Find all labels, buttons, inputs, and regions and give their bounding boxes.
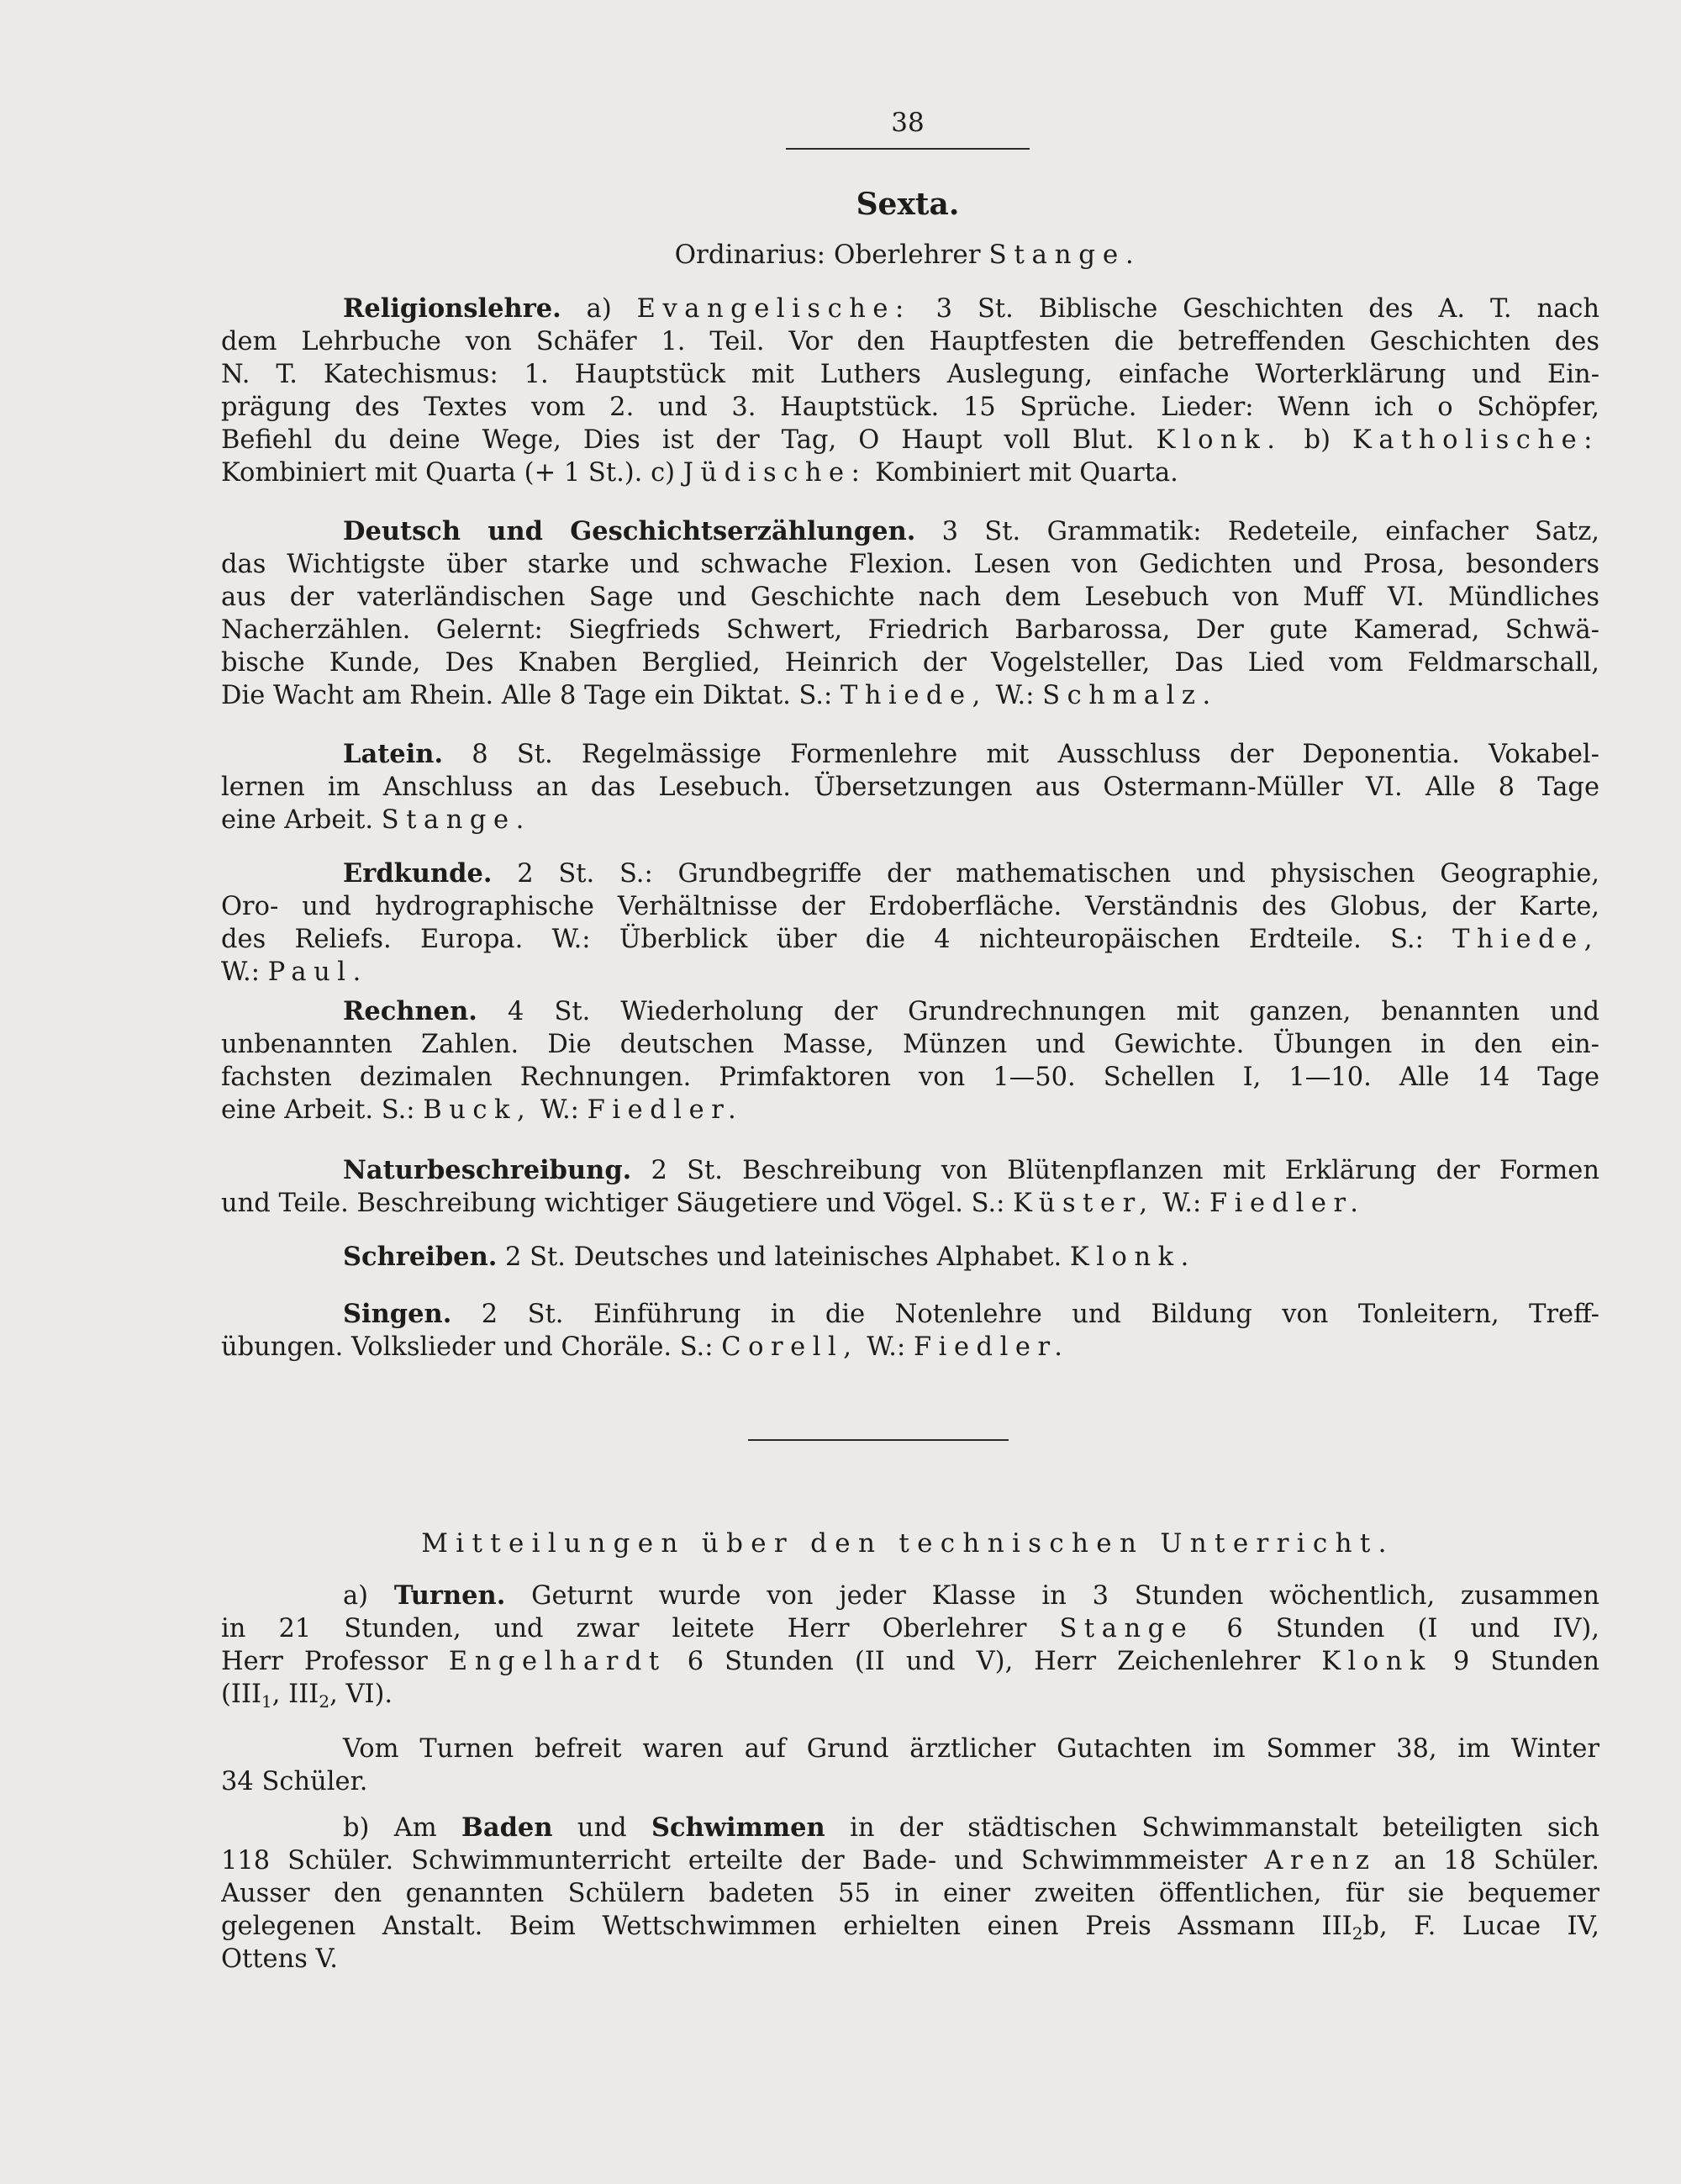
header-rule (786, 148, 1030, 150)
text-run: gelegenen Anstalt. Beim Wettschwimmen erhielten einen Preis Assmann III (221, 1912, 1352, 1941)
text-line: das Wichtigste über starke und schwache Flexion. Lesen von Gedichten und Prosa, besonders (221, 550, 1599, 579)
text-run: 3 St. Grammatik: Redeteile, einfacher Satz, (915, 517, 1599, 546)
subject-title: Rechnen. (343, 996, 477, 1026)
text-run: an 18 Schüler. (1376, 1846, 1599, 1875)
subject-title: Latein. (343, 739, 444, 769)
ordinarius-line (0, 240, 1681, 270)
text-line (221, 1094, 1599, 1126)
text-run: und Teile. Beschreibung wichtiger Säugetiere und Vögel. S.: (221, 1189, 1014, 1218)
subject-title: Naturbeschreibung. (343, 1155, 632, 1185)
text-line (221, 995, 1599, 1028)
text-run: a) (561, 294, 637, 324)
text-line (221, 515, 1599, 548)
text-line: bische Kunde, Des Knaben Berglied, Heinrich der Vogelsteller, Das Lied vom Feldmarschall, (221, 648, 1599, 678)
technical-baden (221, 1812, 1599, 1976)
text-run: Die Wacht am Rhein. Alle 8 Tage ein Diktat. S.: (221, 681, 840, 710)
subscript: 1 (261, 1691, 272, 1711)
text-line: 34 Schüler. (221, 1767, 368, 1796)
ordinarius-label: Ordinarius: Oberlehrer (674, 240, 981, 270)
subject-title: Singen. (343, 1299, 452, 1329)
text-line: prägung des Textes vom 2. und 3. Hauptstück. 15 Sprüche. Lieder: Wenn ich o Schöpfer, (221, 393, 1599, 422)
text-line (221, 1298, 1599, 1331)
text-run: 6 Stunden (I und IV), (1194, 1614, 1599, 1643)
text-run: Kombiniert mit Quarta (+ 1 St.). c) (221, 458, 683, 488)
teacher-name: Klonk. (1156, 425, 1283, 455)
text-line (221, 293, 1599, 325)
teacher-name: Küster, (1013, 1189, 1155, 1218)
text-line (221, 1645, 1599, 1678)
spaced-term: Katholische: (1352, 425, 1599, 455)
text-run: des Reliefs. Europa. W.: Überblick über die 4 nichteuropäischen Erdteile. S.: (221, 925, 1453, 954)
ordinarius-name: Stange. (988, 240, 1141, 270)
teacher-name: Arenz (1264, 1846, 1377, 1875)
teacher-name: Schmalz. (1042, 681, 1218, 710)
text-run: übungen. Volkslieder und Choräle. S.: (221, 1332, 722, 1362)
text-line (221, 1612, 1599, 1645)
subject-title: Schwimmen (651, 1812, 825, 1843)
text-run: W.: (532, 1095, 588, 1125)
subject-religionslehre (221, 293, 1599, 489)
text-run: Geturnt wurde von jeder Klasse in 3 Stunden wöchentlich, zusammen (505, 1581, 1599, 1611)
text-line: Nacherzählen. Gelernt: Siegfrieds Schwert, Friedrich Barbarossa, Der gute Kamerad, Schwä- (221, 615, 1599, 645)
text-line: unbenannten Zahlen. Die deutschen Masse, Münzen und Gewichte. Übungen in den ein- (221, 1030, 1599, 1059)
text-line (221, 1187, 1599, 1220)
teacher-name: Stange. (381, 805, 531, 835)
text-run: 118 Schüler. Schwimmunterricht erteilte der Bade- und Schwimmmeister (221, 1846, 1265, 1875)
teacher-name: Paul. (267, 957, 368, 987)
text-run: 2 St. Deutsches und lateinisches Alphabet. (497, 1242, 1070, 1272)
subject-title: Religionslehre. (343, 293, 561, 324)
text-line (221, 456, 1599, 489)
text-line (221, 923, 1599, 956)
text-run: b) (1282, 425, 1353, 455)
text-line: N. T. Katechismus: 1. Hauptstück mit Luthers Auslegung, einfache Worterklärung und Ein- (221, 360, 1599, 389)
subject-deutsch (221, 515, 1599, 712)
page-heading: Sexta. (856, 187, 960, 222)
teacher-name: Klonk (1321, 1647, 1432, 1676)
teacher-name: Buck, (423, 1095, 533, 1125)
text-line (221, 1910, 1599, 1943)
text-line (221, 1812, 1599, 1844)
text-run: eine Arbeit. S.: (221, 1095, 424, 1125)
teacher-name: Engelhardt (448, 1647, 667, 1676)
spaced-term: Jüdische: (682, 458, 867, 488)
teacher-name: Fiedler. (1209, 1189, 1366, 1218)
text-run: Befiehl du deine Wege, Dies ist der Tag, O Haupt voll Blut. (221, 425, 1157, 455)
subject-latein (221, 738, 1599, 836)
text-line (221, 857, 1599, 890)
text-line: Ottens V. (221, 1944, 338, 1974)
subject-schreiben (221, 1241, 1599, 1274)
teacher-name: Thiede, (840, 681, 988, 710)
subject-title: Turnen. (393, 1580, 506, 1611)
spaced-term: Evangelische: (636, 294, 911, 324)
text-run: b) Am (343, 1813, 462, 1843)
subject-rechnen (221, 995, 1599, 1126)
section-divider (748, 1439, 1009, 1441)
technical-befreit (221, 1733, 1599, 1798)
teacher-name: Fiedler. (913, 1332, 1070, 1362)
text-line (221, 679, 1599, 712)
text-line: lernen im Anschluss an das Lesebuch. Übersetzungen aus Ostermann-Müller VI. Alle 8 Tage (221, 773, 1599, 802)
text-run: W.: (987, 681, 1043, 710)
text-run: Kombiniert mit Quarta. (867, 458, 1178, 488)
text-line (221, 1678, 1599, 1711)
teacher-name: Stange (1059, 1614, 1194, 1643)
teacher-name: Thiede, (1452, 925, 1599, 954)
text-run: eine Arbeit. (221, 805, 382, 835)
text-line (221, 804, 1599, 836)
teacher-name: Corell, (721, 1332, 859, 1362)
text-line: fachsten dezimalen Rechnungen. Primfaktoren von 1—50. Schellen I, 1—10. Alle 14 Tage (221, 1063, 1599, 1092)
technical-section-title: Mitteilungen über den technischen Unterricht. (421, 1528, 1394, 1559)
text-run: W.: (858, 1332, 914, 1362)
text-line (221, 1241, 1599, 1274)
subject-singen (221, 1298, 1599, 1364)
page-number: 38 (891, 108, 925, 138)
text-run: Herr Professor (221, 1647, 449, 1676)
text-line: Ausser den genannten Schülern badeten 55 in einer zweiten öffentlichen, für sie bequemer (221, 1879, 1599, 1908)
text-run: (III (221, 1680, 262, 1709)
subject-erdkunde (221, 857, 1599, 989)
text-line: aus der vaterländischen Sage und Geschichte nach dem Lesebuch von Muff VI. Mündliches (221, 583, 1599, 612)
text-line: Oro- und hydrographische Verhältnisse der Erdoberfläche. Verständnis des Globus, der Karte, (221, 892, 1599, 921)
text-line (221, 424, 1599, 456)
text-run: 6 Stunden (II und V), Herr Zeichenlehrer (666, 1647, 1322, 1676)
text-run: und (552, 1813, 651, 1843)
text-run: , III (271, 1680, 319, 1709)
text-run: in der städtischen Schwimmanstalt beteiligten sich (825, 1813, 1599, 1843)
text-run: 2 St. S.: Grundbegriffe der mathematischen und physischen Geographie, (492, 859, 1599, 889)
text-run: 4 St. Wiederholung der Grundrechnungen mit ganzen, benannten und (477, 997, 1599, 1026)
text-line: Vom Turnen befreit waren auf Grund ärztlicher Gutachten im Sommer 38, im Winter (343, 1734, 1599, 1764)
text-run: 2 St. Einführung in die Notenlehre und Bildung von Tonleitern, Treff- (451, 1300, 1599, 1329)
teacher-name: Klonk. (1069, 1242, 1196, 1272)
subject-title: Baden (461, 1812, 553, 1843)
text-run: W.: (1154, 1189, 1209, 1218)
text-run: , VI). (329, 1680, 393, 1709)
text-line (221, 1154, 1599, 1187)
text-line (221, 956, 1599, 989)
subject-title: Schreiben. (343, 1242, 498, 1272)
subject-naturbeschreibung (221, 1154, 1599, 1220)
text-run: in 21 Stunden, und zwar leitete Herr Oberlehrer (221, 1614, 1060, 1643)
text-run: 3 St. Biblische Geschichten des A. T. nach (910, 294, 1599, 324)
subscript: 2 (319, 1691, 330, 1711)
text-run: a) (343, 1581, 394, 1611)
subject-title: Deutsch und Geschichtserzählungen. (343, 516, 916, 546)
text-run: 9 Stunden (1431, 1647, 1599, 1676)
text-run: 8 St. Regelmässige Formenlehre mit Ausschluss der Deponentia. Vokabel- (443, 740, 1599, 769)
text-line: dem Lehrbuche von Schäfer 1. Teil. Vor den Hauptfesten die betreffenden Geschichten des (221, 327, 1599, 356)
subscript: 2 (1352, 1923, 1363, 1943)
text-line (221, 1580, 1599, 1612)
technical-turnen (221, 1580, 1599, 1711)
teacher-name: Fiedler. (587, 1095, 744, 1125)
subject-title: Erdkunde. (343, 858, 493, 889)
text-line (221, 1844, 1599, 1877)
text-line (221, 738, 1599, 771)
text-line (221, 1331, 1599, 1364)
text-run: W.: (221, 957, 268, 987)
text-run: b, F. Lucae IV, (1362, 1912, 1599, 1941)
text-run: 2 St. Beschreibung von Blütenpflanzen mit Erklärung der Formen (631, 1156, 1599, 1185)
